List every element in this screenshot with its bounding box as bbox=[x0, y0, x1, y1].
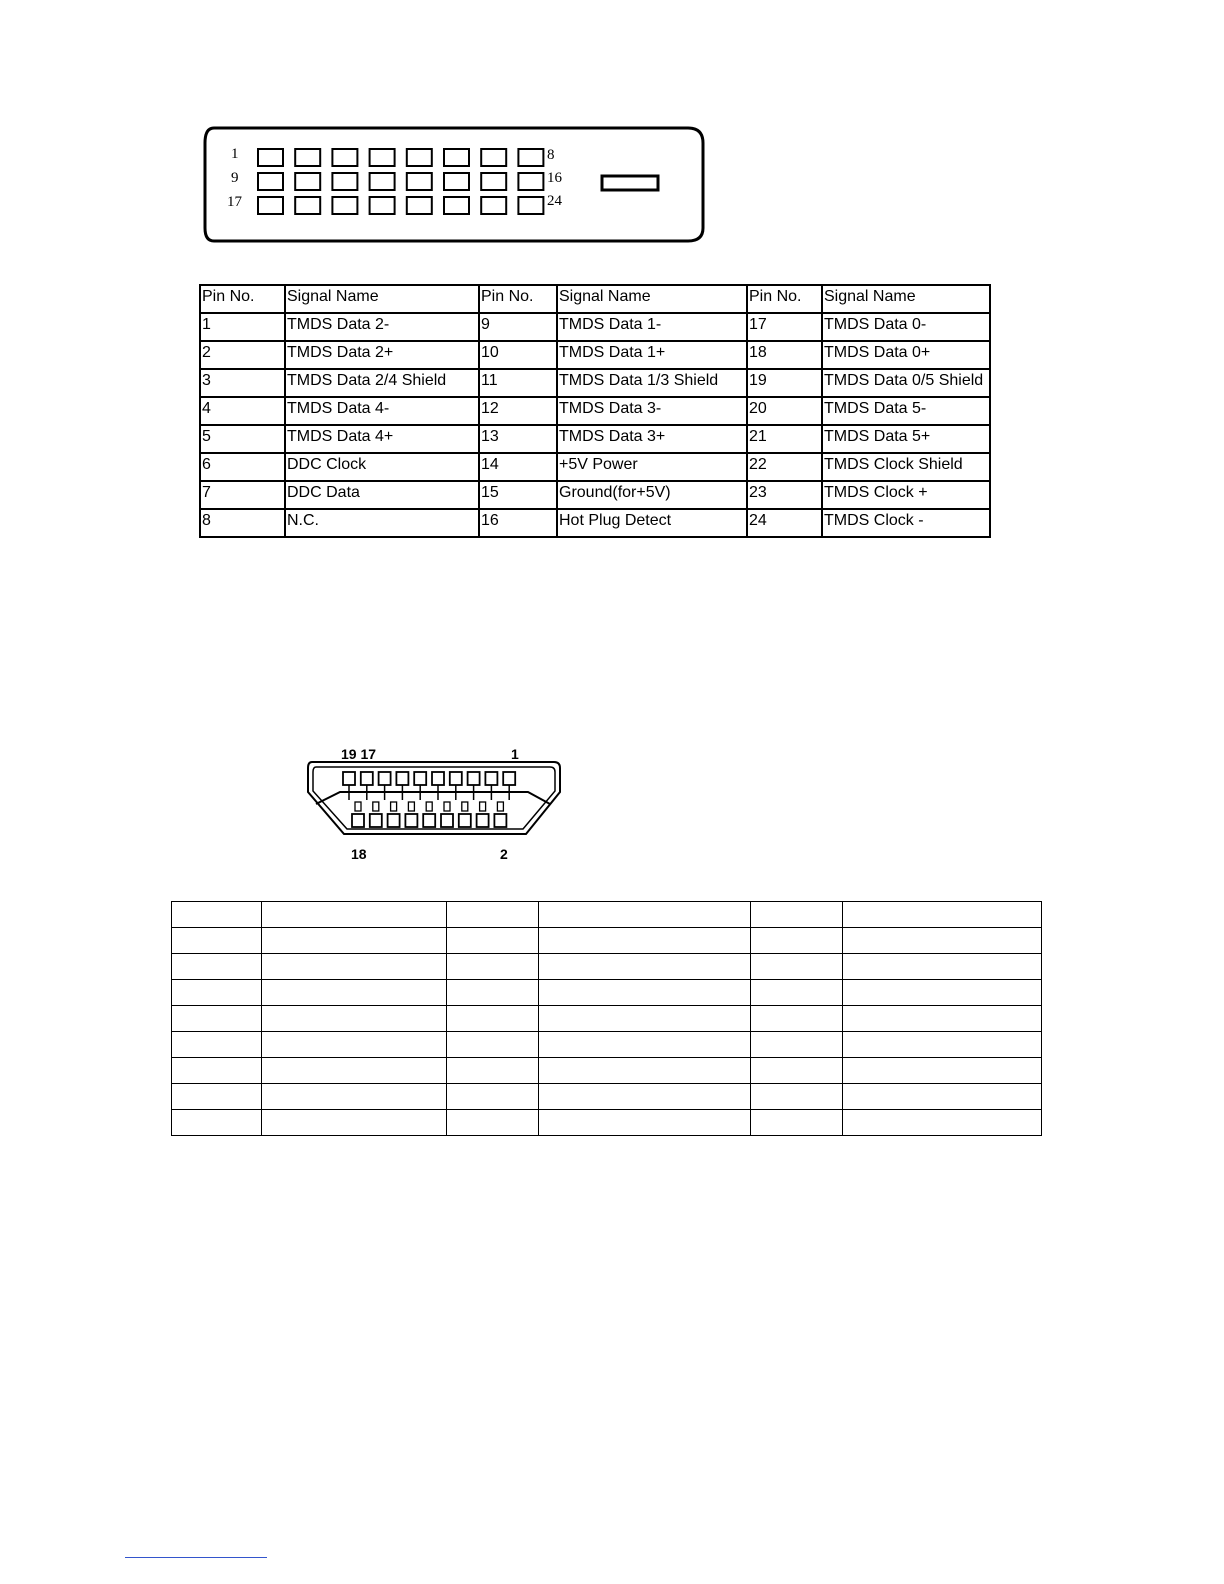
table-cell: 4 bbox=[200, 397, 285, 425]
hdmi-pin bbox=[441, 814, 453, 827]
table-row bbox=[200, 397, 990, 425]
dvi-pin bbox=[444, 173, 469, 190]
hdmi-pin-label: 19 17 bbox=[341, 746, 377, 762]
table-cell: DDC Clock bbox=[285, 453, 479, 481]
table-cell bbox=[751, 980, 843, 1006]
hdmi-pin bbox=[459, 814, 471, 827]
table-row bbox=[172, 1084, 1042, 1110]
dvi-ground-blade bbox=[602, 176, 658, 190]
hdmi-pin bbox=[468, 772, 480, 785]
table-cell bbox=[262, 1058, 447, 1084]
table-cell: TMDS Data 0/5 Shield bbox=[822, 369, 990, 397]
table-header: Signal Name bbox=[822, 285, 990, 313]
table-row bbox=[172, 928, 1042, 954]
footnote-separator bbox=[125, 1557, 267, 1558]
table-cell bbox=[262, 928, 447, 954]
table-cell: N.C. bbox=[285, 509, 479, 537]
table-cell: 10 bbox=[479, 341, 557, 369]
table-cell bbox=[447, 1058, 539, 1084]
table-cell bbox=[447, 902, 539, 928]
hdmi-pin-contact bbox=[373, 802, 379, 811]
table-cell bbox=[751, 1084, 843, 1110]
table-cell bbox=[843, 1032, 1042, 1058]
dvi-pin bbox=[295, 173, 320, 190]
dvi-row-label: 17 bbox=[227, 194, 242, 210]
table-cell: TMDS Data 2/4 Shield bbox=[285, 369, 479, 397]
dvi-row-label: 1 bbox=[231, 146, 239, 162]
table-cell bbox=[262, 1084, 447, 1110]
dvi-connector-diagram bbox=[200, 124, 708, 246]
hdmi-pin-contact bbox=[355, 802, 361, 811]
table-cell: TMDS Data 3- bbox=[557, 397, 747, 425]
table-header-row bbox=[200, 285, 990, 313]
dvi-pin bbox=[518, 197, 543, 214]
table-cell: 18 bbox=[747, 341, 822, 369]
table-cell: TMDS Data 1+ bbox=[557, 341, 747, 369]
hdmi-pin-label: 2 bbox=[500, 846, 508, 862]
table-cell bbox=[447, 954, 539, 980]
table-cell bbox=[262, 902, 447, 928]
table-header: Pin No. bbox=[479, 285, 557, 313]
table-row bbox=[172, 1110, 1042, 1136]
table-header: Pin No. bbox=[747, 285, 822, 313]
dvi-pin bbox=[295, 197, 320, 214]
dvi-pin bbox=[518, 173, 543, 190]
table-cell bbox=[539, 954, 751, 980]
table-cell bbox=[539, 1084, 751, 1110]
hdmi-pin bbox=[370, 814, 382, 827]
table-row bbox=[172, 1058, 1042, 1084]
table-cell: DDC Data bbox=[285, 481, 479, 509]
table-cell: 15 bbox=[479, 481, 557, 509]
table-cell: 1 bbox=[200, 313, 285, 341]
table-cell: 9 bbox=[479, 313, 557, 341]
table-cell: TMDS Data 5- bbox=[822, 397, 990, 425]
table-cell bbox=[843, 1058, 1042, 1084]
table-cell bbox=[843, 1084, 1042, 1110]
dvi-pin-table bbox=[199, 284, 991, 538]
table-cell bbox=[262, 1006, 447, 1032]
dvi-pin bbox=[258, 173, 283, 190]
hdmi-connector-diagram bbox=[300, 742, 570, 864]
table-cell bbox=[539, 902, 751, 928]
table-cell: 14 bbox=[479, 453, 557, 481]
table-row bbox=[200, 369, 990, 397]
table-row bbox=[200, 481, 990, 509]
table-cell bbox=[172, 1006, 262, 1032]
table-cell: TMDS Clock Shield bbox=[822, 453, 990, 481]
table-cell bbox=[172, 1084, 262, 1110]
hdmi-pin-contact bbox=[391, 802, 397, 811]
table-cell: +5V Power bbox=[557, 453, 747, 481]
table-header: Pin No. bbox=[200, 285, 285, 313]
hdmi-pin-label: 18 bbox=[351, 846, 367, 862]
table-cell: Ground(for+5V) bbox=[557, 481, 747, 509]
table-cell bbox=[843, 1006, 1042, 1032]
hdmi-pin bbox=[343, 772, 355, 785]
table-row bbox=[172, 954, 1042, 980]
hdmi-pin bbox=[494, 814, 506, 827]
dvi-pin bbox=[295, 149, 320, 166]
dvi-pin bbox=[407, 149, 432, 166]
table-cell: 3 bbox=[200, 369, 285, 397]
dvi-pin bbox=[481, 173, 506, 190]
table-cell bbox=[262, 1110, 447, 1136]
table-cell bbox=[262, 980, 447, 1006]
hdmi-pin bbox=[405, 814, 417, 827]
hdmi-pin bbox=[503, 772, 515, 785]
hdmi-pin-label: 1 bbox=[511, 746, 519, 762]
table-cell bbox=[262, 1032, 447, 1058]
hdmi-pin bbox=[352, 814, 364, 827]
table-row bbox=[172, 902, 1042, 928]
table-cell: TMDS Data 4+ bbox=[285, 425, 479, 453]
hdmi-pin bbox=[423, 814, 435, 827]
hdmi-pin bbox=[414, 772, 426, 785]
table-cell: 23 bbox=[747, 481, 822, 509]
table-cell: 6 bbox=[200, 453, 285, 481]
table-cell bbox=[843, 1110, 1042, 1136]
table-cell bbox=[751, 1032, 843, 1058]
table-cell bbox=[539, 1032, 751, 1058]
dvi-pin bbox=[444, 149, 469, 166]
dvi-pin bbox=[370, 197, 395, 214]
table-cell bbox=[447, 1006, 539, 1032]
table-cell: TMDS Clock + bbox=[822, 481, 990, 509]
dvi-pin bbox=[370, 149, 395, 166]
table-cell bbox=[447, 980, 539, 1006]
dvi-connector-outline bbox=[200, 124, 708, 246]
hdmi-pin-contact bbox=[426, 802, 432, 811]
table-cell bbox=[751, 1110, 843, 1136]
table-cell: 13 bbox=[479, 425, 557, 453]
table-cell: 16 bbox=[479, 509, 557, 537]
table-cell: 17 bbox=[747, 313, 822, 341]
hdmi-pin-contact bbox=[480, 802, 486, 811]
table-cell: TMDS Data 0+ bbox=[822, 341, 990, 369]
hdmi-pin-table bbox=[171, 901, 1042, 1136]
table-cell: TMDS Data 2+ bbox=[285, 341, 479, 369]
table-cell: TMDS Data 3+ bbox=[557, 425, 747, 453]
table-cell bbox=[539, 928, 751, 954]
table-row bbox=[172, 1006, 1042, 1032]
table-cell: 11 bbox=[479, 369, 557, 397]
dvi-row-label: 24 bbox=[547, 193, 562, 209]
table-row bbox=[172, 1032, 1042, 1058]
table-cell: Hot Plug Detect bbox=[557, 509, 747, 537]
hdmi-pin bbox=[432, 772, 444, 785]
table-cell bbox=[751, 1006, 843, 1032]
dvi-pin bbox=[258, 149, 283, 166]
dvi-row-label: 9 bbox=[231, 170, 239, 186]
table-cell: 20 bbox=[747, 397, 822, 425]
table-cell bbox=[751, 954, 843, 980]
table-cell: 2 bbox=[200, 341, 285, 369]
table-header: Signal Name bbox=[285, 285, 479, 313]
hdmi-pin bbox=[379, 772, 391, 785]
table-cell bbox=[172, 1110, 262, 1136]
table-cell: 22 bbox=[747, 453, 822, 481]
table-cell bbox=[751, 902, 843, 928]
table-cell: TMDS Data 5+ bbox=[822, 425, 990, 453]
table-row bbox=[200, 453, 990, 481]
table-cell bbox=[172, 980, 262, 1006]
table-cell: TMDS Data 0- bbox=[822, 313, 990, 341]
table-cell bbox=[172, 1058, 262, 1084]
hdmi-pin-contact bbox=[408, 802, 414, 811]
dvi-pin bbox=[407, 173, 432, 190]
table-cell bbox=[172, 954, 262, 980]
table-cell: 7 bbox=[200, 481, 285, 509]
hdmi-pin bbox=[450, 772, 462, 785]
table-cell: TMDS Data 2- bbox=[285, 313, 479, 341]
dvi-pin bbox=[444, 197, 469, 214]
table-cell bbox=[447, 1032, 539, 1058]
table-cell: 21 bbox=[747, 425, 822, 453]
table-cell bbox=[172, 1032, 262, 1058]
table-cell bbox=[843, 980, 1042, 1006]
hdmi-pin bbox=[388, 814, 400, 827]
table-cell bbox=[447, 1084, 539, 1110]
table-header: Signal Name bbox=[557, 285, 747, 313]
hdmi-pin bbox=[477, 814, 489, 827]
hdmi-pin-contact bbox=[497, 802, 503, 811]
table-cell bbox=[447, 928, 539, 954]
table-row bbox=[200, 313, 990, 341]
table-cell bbox=[539, 980, 751, 1006]
dvi-row-label: 8 bbox=[547, 147, 555, 163]
table-cell bbox=[539, 1110, 751, 1136]
table-cell: TMDS Data 1/3 Shield bbox=[557, 369, 747, 397]
table-cell bbox=[843, 928, 1042, 954]
hdmi-pin bbox=[485, 772, 497, 785]
table-cell bbox=[172, 902, 262, 928]
dvi-pin bbox=[481, 197, 506, 214]
table-cell bbox=[751, 928, 843, 954]
table-cell: 8 bbox=[200, 509, 285, 537]
dvi-pin bbox=[332, 197, 357, 214]
table-cell bbox=[843, 902, 1042, 928]
dvi-row-label: 16 bbox=[547, 170, 562, 186]
hdmi-pin-contact bbox=[462, 802, 468, 811]
table-row bbox=[200, 509, 990, 537]
hdmi-pin-contact bbox=[444, 802, 450, 811]
table-cell bbox=[262, 954, 447, 980]
table-cell: 5 bbox=[200, 425, 285, 453]
table-row bbox=[200, 341, 990, 369]
dvi-pin bbox=[332, 173, 357, 190]
table-cell: TMDS Data 1- bbox=[557, 313, 747, 341]
table-cell bbox=[843, 954, 1042, 980]
table-row bbox=[172, 980, 1042, 1006]
dvi-pin bbox=[481, 149, 506, 166]
table-cell: 12 bbox=[479, 397, 557, 425]
table-cell bbox=[447, 1110, 539, 1136]
hdmi-pin bbox=[361, 772, 373, 785]
table-cell: TMDS Data 4- bbox=[285, 397, 479, 425]
table-cell: TMDS Clock - bbox=[822, 509, 990, 537]
table-cell bbox=[539, 1058, 751, 1084]
table-row bbox=[200, 425, 990, 453]
dvi-pin bbox=[518, 149, 543, 166]
table-cell bbox=[172, 928, 262, 954]
dvi-pin bbox=[258, 197, 283, 214]
dvi-pin bbox=[332, 149, 357, 166]
dvi-pin bbox=[370, 173, 395, 190]
table-cell bbox=[751, 1058, 843, 1084]
hdmi-pin bbox=[396, 772, 408, 785]
table-cell bbox=[539, 1006, 751, 1032]
table-cell: 24 bbox=[747, 509, 822, 537]
dvi-pin bbox=[407, 197, 432, 214]
table-cell: 19 bbox=[747, 369, 822, 397]
